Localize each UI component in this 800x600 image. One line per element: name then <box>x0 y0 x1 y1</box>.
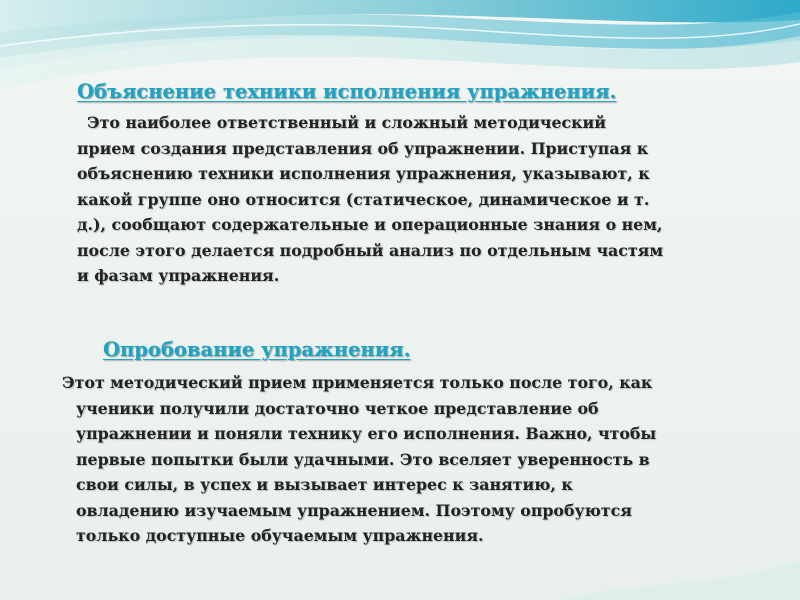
paragraph-line: ученики получили достаточно четкое представление об <box>76 398 599 418</box>
paragraph-line: Этот методический прием применяется только после того, как <box>62 373 653 392</box>
paragraph-line: прием создания представления об упражнении. Приступая к <box>77 138 649 158</box>
paragraph-line: после этого делается подробный анализ по отдельным частям <box>77 240 664 260</box>
paragraph-line: объяснению техники исполнения упражнения, указывают, к <box>77 164 650 183</box>
paragraph-line: д.), сообщают содержательные и операционные знания о нем, <box>77 215 663 234</box>
paragraph-line: Это наиболее ответственный и сложный методический <box>87 113 606 132</box>
section-paragraph-trial <box>62 370 656 549</box>
wave-bottom-right <box>560 560 800 600</box>
paragraph-line: овладению изучаемым упражнением. Поэтому опробуются <box>76 500 632 520</box>
paragraph-line: первые попытки были удачными. Это вселяет уверенность в <box>76 449 650 469</box>
paragraph-line: какой группе оно относится (статическое, динамическое и т. <box>77 189 650 209</box>
paragraph-line: свои силы, в успех и вызывает интерес к занятию, к <box>76 475 573 494</box>
paragraph-line: и фазам упражнения. <box>77 266 280 285</box>
section-paragraph-explanation <box>77 110 663 289</box>
section-heading-trial: Опробование упражнения. <box>103 338 411 361</box>
section-heading-explanation: Объяснение техники исполнения упражнения. <box>77 80 617 103</box>
paragraph-line: только доступные обучаемым упражнения. <box>76 526 484 545</box>
paragraph-line: упражнении и поняли технику его исполнения. Важно, чтобы <box>76 424 657 443</box>
